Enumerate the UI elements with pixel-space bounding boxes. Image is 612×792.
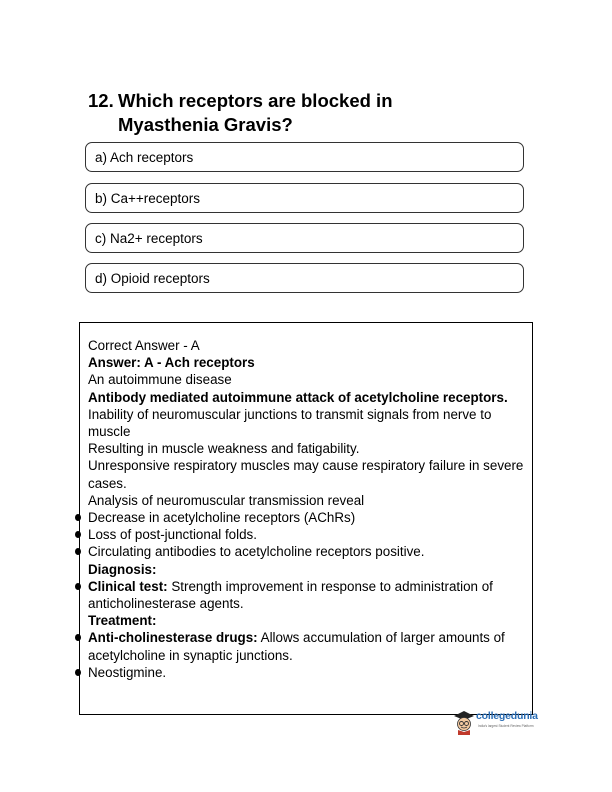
bullet-item: Decrease in acetylcholine receptors (AChRs) bbox=[88, 509, 530, 526]
option-d[interactable]: d) Opioid receptors bbox=[85, 263, 524, 293]
answer-line: Answer: A - Ach receptors bbox=[88, 355, 255, 371]
question-text-line2: Myasthenia Gravis? bbox=[118, 114, 293, 135]
option-b[interactable]: b) Ca++receptors bbox=[85, 183, 524, 213]
bullet-item bbox=[88, 578, 530, 612]
treatment-heading: Treatment: bbox=[88, 613, 157, 629]
answer-explanation bbox=[88, 337, 530, 681]
explanation-line: Unresponsive respiratory muscles may cause respiratory failure in severe cases. bbox=[88, 458, 524, 491]
explanation-line: Inability of neuromuscular junctions to transmit signals from nerve to muscle bbox=[88, 406, 492, 440]
diagnosis-heading: Diagnosis: bbox=[88, 561, 157, 577]
question-title bbox=[88, 89, 528, 137]
logo-name: collegedunia bbox=[476, 710, 538, 722]
graduate-mascot-icon bbox=[452, 709, 476, 735]
explanation-line: Resulting in muscle weakness and fatigability. bbox=[88, 441, 360, 457]
bullet-item: Loss of post-junctional folds. bbox=[88, 526, 530, 543]
explanation-line: Analysis of neuromuscular transmission reveal bbox=[88, 492, 365, 508]
question-number: 12. bbox=[88, 90, 114, 111]
question-text-line1: Which receptors are blocked in bbox=[118, 90, 393, 111]
option-c[interactable]: c) Na2+ receptors bbox=[85, 223, 524, 253]
treatment-text: Allows accumulation of larger amounts of acetylcholine in synaptic junctions. bbox=[88, 630, 505, 663]
diagnosis-text: Strength improvement in response to administration of anticholinesterase agents. bbox=[88, 578, 493, 612]
correct-answer: Correct Answer - A bbox=[88, 338, 200, 353]
explanation-line: An autoimmune disease bbox=[88, 372, 232, 388]
explanation-line: Antibody mediated autoimmune attack of acetylcholine receptors. bbox=[88, 389, 508, 405]
bullet-item: Neostigmine. bbox=[88, 664, 530, 681]
bullet-item: Circulating antibodies to acetylcholine receptors positive. bbox=[88, 543, 530, 560]
bullet-item bbox=[88, 629, 530, 663]
collegedunia-logo bbox=[452, 709, 544, 735]
diagnosis-label: Clinical test: bbox=[88, 578, 168, 594]
option-a[interactable]: a) Ach receptors bbox=[85, 142, 524, 172]
logo-tagline: India's largest Student Review Platform bbox=[478, 724, 534, 728]
treatment-label: Anti-cholinesterase drugs: bbox=[88, 630, 258, 646]
